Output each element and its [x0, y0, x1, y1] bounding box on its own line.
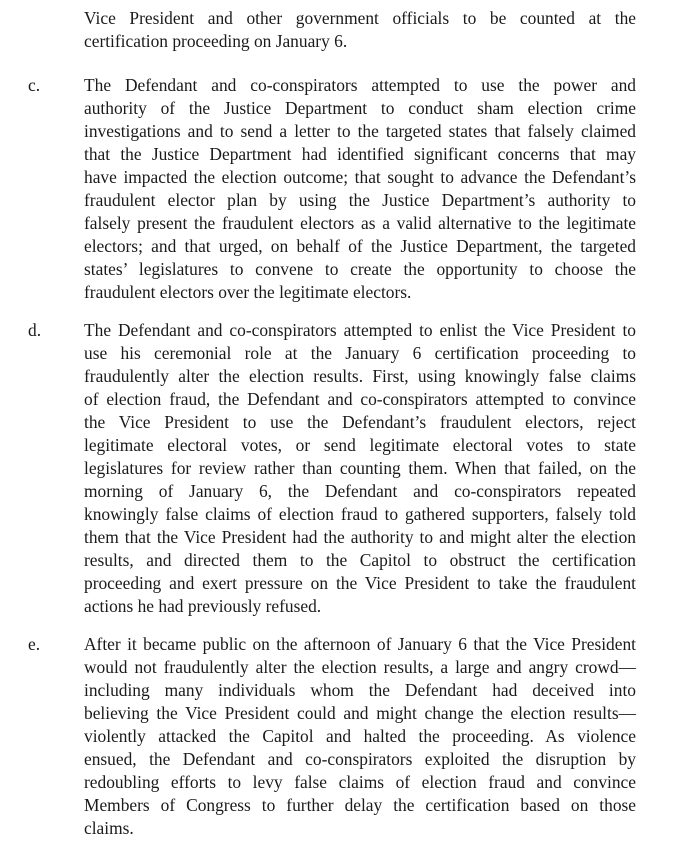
- text-line: knowingly false claims of election fraud to gathered supporters, falsely told: [84, 504, 636, 524]
- text-line: violently attacked the Capitol and halted the proceeding. As violence: [84, 726, 636, 746]
- text-line: them that the Vice President had the authority to and might alter the election: [84, 527, 636, 547]
- text-line: states’ legislatures to convene to create the opportunity to choose the: [84, 259, 636, 279]
- text-line: morning of January 6, the Defendant and co-conspirators repeated: [84, 481, 636, 501]
- text-line: proceeding and exert pressure on the Vice President to take the fraudulent: [84, 573, 636, 593]
- text-line: use his ceremonial role at the January 6 certification proceeding to: [84, 343, 636, 363]
- text-line: legitimate electoral votes, or send legitimate electoral votes to state: [84, 435, 636, 455]
- text-line: legislatures for review rather than counting them. When that failed, on the: [84, 458, 636, 478]
- text-line: claims.: [84, 818, 134, 838]
- text-line: have impacted the election outcome; that sought to advance the Defendant’s: [84, 167, 636, 187]
- text-line: ensued, the Defendant and co-conspirators exploited the disruption by: [84, 749, 636, 769]
- text-line: results, and directed them to the Capitol to obstruct the certification: [84, 550, 636, 570]
- text-line: fraudulent elector plan by using the Justice Department’s authority to: [84, 190, 636, 210]
- text-line: the Vice President to use the Defendant’s fraudulent electors, reject: [84, 412, 636, 432]
- text-line: would not fraudulently alter the election results, a large and angry crowd—: [84, 657, 636, 677]
- text-line: redoubling efforts to levy false claims of election fraud and convince: [84, 772, 636, 792]
- paragraph-marker: c.: [28, 75, 41, 95]
- paragraph-marker: e.: [28, 634, 41, 654]
- text-line: that the Justice Department had identified significant concerns that may: [84, 144, 636, 164]
- text-line: authority of the Justice Department to conduct sham election crime: [84, 98, 636, 118]
- text-line: Members of Congress to further delay the certification based on those: [84, 795, 636, 815]
- text-line: investigations and to send a letter to the targeted states that falsely claimed: [84, 121, 636, 141]
- text-line: After it became public on the afternoon of January 6 that the Vice President: [84, 634, 636, 654]
- text-line: The Defendant and co-conspirators attempted to use the power and: [84, 75, 636, 95]
- text-line: electors; and that urged, on behalf of the Justice Department, the targeted: [84, 236, 636, 256]
- text-line: actions he had previously refused.: [84, 596, 322, 616]
- text-line: of election fraud, the Defendant and co-conspirators attempted to convince: [84, 389, 636, 409]
- text-line: fraudulently alter the election results. First, using knowingly false claims: [84, 366, 636, 386]
- text-line: falsely present the fraudulent electors as a valid alternative to the legitimate: [84, 213, 636, 233]
- text-line: fraudulent electors over the legitimate electors.: [84, 282, 412, 302]
- text-line: Vice President and other government officials to be counted at the: [84, 8, 636, 28]
- text-line: certification proceeding on January 6.: [84, 31, 348, 51]
- text-line: The Defendant and co-conspirators attempted to enlist the Vice President to: [84, 320, 636, 340]
- paragraph-marker: d.: [28, 320, 42, 340]
- text-line: believing the Vice President could and might change the election results—: [84, 703, 636, 723]
- text-line: including many individuals whom the Defendant had deceived into: [84, 680, 636, 700]
